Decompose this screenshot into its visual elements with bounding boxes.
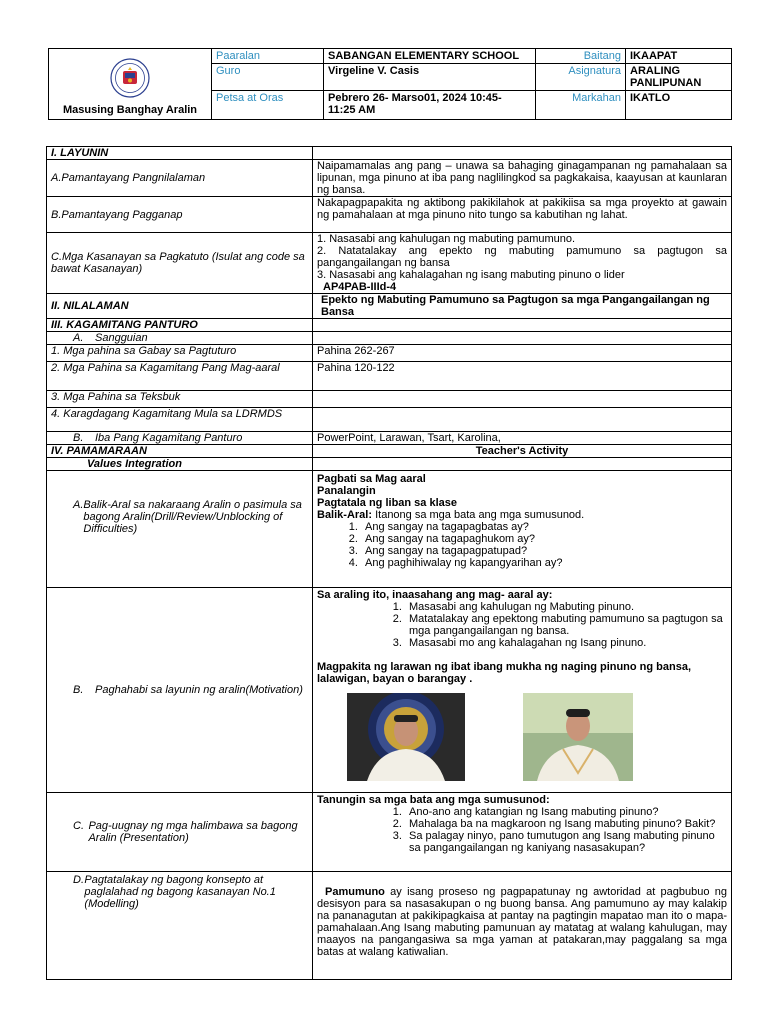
objectives-intro: Sa araling ito, inaasahang ang mag- aaral ay: xyxy=(317,589,553,601)
item-letter: A. xyxy=(73,332,84,344)
balik-aral-questions xyxy=(317,521,727,569)
president-photo-image xyxy=(347,693,465,781)
nilalaman-heading: II. NILALAMAN xyxy=(47,294,313,319)
balik-aral-content xyxy=(313,471,732,588)
pangnilalaman-text: Naipamamalas ang pang – unawa sa bahaging ginagampanan ng pamahalaan sa lipunan, mga pinuno at iba pang naglilingkod sa pagkakaisa, kaayusan at kaunlaran ng bansa. xyxy=(313,160,732,197)
pamumuno-definition: ay isang proseso ng pagpapatunay ng awtoridad at pagbubuo ng desisyon para sa nasasakupan o ng buong bansa. Ang pamumuno ay may kalakip na pananagutan at pakikipagkaisa at pantay na pagtingin mapatao man ito o mapa-pamahalaan.Ang Isang mabuting pamunuan ay matatag at walang kahulugan, may maayos na pangangasiwa sa mga yaman at patakaran,may paggalang sa mga batas at walang katiwalian. xyxy=(317,886,727,958)
presentation-intro: Tanungin sa mga bata ang mga sumusunod: xyxy=(317,794,550,806)
empty-cell xyxy=(313,408,732,432)
asignatura-label: Asignatura xyxy=(536,64,626,91)
nilalaman-text: Epekto ng Mabuting Pamumuno sa Pagtugon sa mga Pangangailangan ng Bansa xyxy=(313,294,732,319)
pamumuno-term: Pamumuno xyxy=(325,886,385,898)
balik-aral-bold: Balik-Aral: xyxy=(317,509,373,521)
panalangin-line: Panalangin xyxy=(317,485,376,497)
empty-cell xyxy=(313,332,732,345)
paaralan-value: SABANGAN ELEMENTARY SCHOOL xyxy=(324,49,536,64)
sangguian-row xyxy=(47,332,313,345)
lesson-table xyxy=(46,146,732,980)
pangnilalaman-label: A.Pamantayang Pangnilalaman xyxy=(47,160,313,197)
picture-task: Magpakita ng larawan ng ibat ibang mukha ng naging pinuno ng bansa, lalawigan, bayan o barangay . xyxy=(317,661,692,685)
item-letter: A. xyxy=(73,499,84,511)
modelling-label-cell xyxy=(47,872,313,980)
motivation-label-cell xyxy=(47,588,313,793)
list-item: 1. Masasabi ang kahulugan ng Mabuting pinuno. xyxy=(405,601,727,613)
presentation-content xyxy=(313,793,732,872)
empty-cell xyxy=(313,458,732,471)
document-title: Masusing Banghay Aralin xyxy=(62,104,198,116)
iba-pang-kagamitan-label: Iba Pang Kagamitang Panturo xyxy=(95,432,243,444)
list-item: 2. Ang sangay na tagapaghukom ay? xyxy=(361,533,727,545)
logo-cell xyxy=(49,49,212,120)
asignatura-value: ARALING PANLIPUNAN xyxy=(626,64,732,91)
baitang-label: Baitang xyxy=(536,49,626,64)
pamamaraan-heading: IV. PAMAMARAAN xyxy=(47,445,313,458)
sangguian-label: Sangguian xyxy=(95,332,148,344)
header-table xyxy=(48,48,732,120)
motivation-content xyxy=(313,588,732,793)
guro-value: Virgeline V. Casis xyxy=(324,64,536,91)
leader-pictures xyxy=(317,685,727,785)
item-letter: B. xyxy=(73,684,84,696)
markahan-value: IKATLO xyxy=(626,91,732,120)
item-letter: C. xyxy=(73,820,84,832)
kasanayan-label: C.Mga Kasanayan sa Pagkatuto (Isulat ang code sa bawat Kasanayan) xyxy=(47,233,313,294)
motivation-label: Paghahabi sa layunin ng aralin(Motivation) xyxy=(95,684,303,696)
item-letter: B. xyxy=(73,432,84,444)
guro-label: Guro xyxy=(212,64,324,91)
balik-aral-instruction xyxy=(317,509,727,521)
kagamitan-heading: III. KAGAMITANG PANTURO xyxy=(47,319,313,332)
list-item: 2. Mahalaga ba na magkaroon ng Isang mabuting pinuno? Bakit? xyxy=(405,818,727,830)
presentation-label-cell xyxy=(47,793,313,872)
balik-aral-label-cell xyxy=(47,471,313,588)
presentation-questions xyxy=(317,806,727,854)
pagtatala-line: Pagtatala ng liban sa klase xyxy=(317,497,458,509)
kasanayan-item: 2. Natatalakay ang epekto ng mabuting pamumuno sa pagtugon sa pangangailangan ng bansa xyxy=(317,245,727,269)
pagganap-text: Nakapagpapakita ng aktibong pakikilahok at pakikiisa sa mga proyekto at gawain ng pamahalaan at mga pinuno nito tungo sa kabutihan ng lahat. xyxy=(313,197,732,233)
empty-cell xyxy=(313,319,732,332)
pagganap-label: B.Pamantayang Pagganap xyxy=(47,197,313,233)
iba-pang-kagamitan-value: PowerPoint, Larawan, Tsart, Karolina, xyxy=(313,432,732,445)
markahan-label: Markahan xyxy=(536,91,626,120)
presentation-label: Pag-uugnay ng mga halimbawa sa bagong Aralin (Presentation) xyxy=(88,820,298,844)
iba-pang-kagamitan-row xyxy=(47,432,313,445)
modelling-label: Pagtatalakay ng bagong konsepto at paglalahad ng bagong kasanayan No.1 (Modelling) xyxy=(84,874,276,910)
list-item: 3. Sa palagay ninyo, pano tumutugon ang Isang mabuting pinuno sa pangangailangan ng kaniyang nasasakupan? xyxy=(405,830,727,854)
paaralan-label: Paaralan xyxy=(212,49,324,64)
pagbati-line: Pagbati sa Mag aaral xyxy=(317,473,426,485)
kasanayan-list xyxy=(313,233,732,294)
kasanayan-item: 1. Nasasabi ang kahulugan ng mabuting pamumuno. xyxy=(317,233,576,245)
objectives-list xyxy=(317,601,727,649)
deped-seal-icon xyxy=(110,58,150,98)
list-item: 1. Ang sangay na tagapagbatas ay? xyxy=(361,521,727,533)
modelling-content xyxy=(313,872,732,980)
gabay-value: Pahina 262-267 xyxy=(313,345,732,362)
list-item: 1. Ano-ano ang katangian ng Isang mabuting pinuno? xyxy=(405,806,727,818)
list-item: 3. Ang sangay na tagapagpatupad? xyxy=(361,545,727,557)
values-integration-label: Values Integration xyxy=(47,458,313,471)
list-item: 3. Masasabi mo ang kahalagahan ng Isang pinuno. xyxy=(405,637,727,649)
teksbuk-label: 3. Mga Pahina sa Teksbuk xyxy=(47,391,313,408)
list-item: 4. Ang paghihiwalay ng kapangyarihan ay? xyxy=(361,557,727,569)
gabay-label: 1. Mga pahina sa Gabay sa Pagtuturo xyxy=(47,345,313,362)
kasanayan-item: 3. Nasasabi ang kahalagahan ng isang mabuting pinuno o lider xyxy=(317,269,625,281)
baitang-value: IKAAPAT xyxy=(626,49,732,64)
kagamitang-pang-mag-aaral-label: 2. Mga Pahina sa Kagamitang Pang Mag-aaral xyxy=(47,362,313,391)
item-letter: D. xyxy=(73,874,84,886)
petsa-value: Pebrero 26- Marso01, 2024 10:45- 11:25 AM xyxy=(324,91,536,120)
empty-cell xyxy=(313,147,732,160)
ldrmds-label: 4. Karagdagang Kagamitang Mula sa LDRMDS xyxy=(47,408,313,432)
list-item: 2. Matatalakay ang epektong mabuting pamumuno sa pagtugon sa mga pangangailangan ng bansa. xyxy=(405,613,727,637)
kasanayan-code: AP4PAB-IIId-4 xyxy=(323,281,397,293)
balik-aral-label: Balik-Aral sa nakaraang Aralin o pasimula sa bagong Aralin(Drill/Review/Unblocking of Difficulties) xyxy=(83,499,302,535)
balik-aral-text: Itanong sa mga bata ang mga sumusunod. xyxy=(372,509,585,521)
layunin-heading: I. LAYUNIN xyxy=(47,147,313,160)
official-photo-image xyxy=(523,693,633,781)
kagamitang-pang-mag-aaral-value: Pahina 120-122 xyxy=(313,362,732,391)
teachers-activity-heading: Teacher's Activity xyxy=(313,445,732,458)
petsa-label: Petsa at Oras xyxy=(212,91,324,120)
empty-cell xyxy=(313,391,732,408)
